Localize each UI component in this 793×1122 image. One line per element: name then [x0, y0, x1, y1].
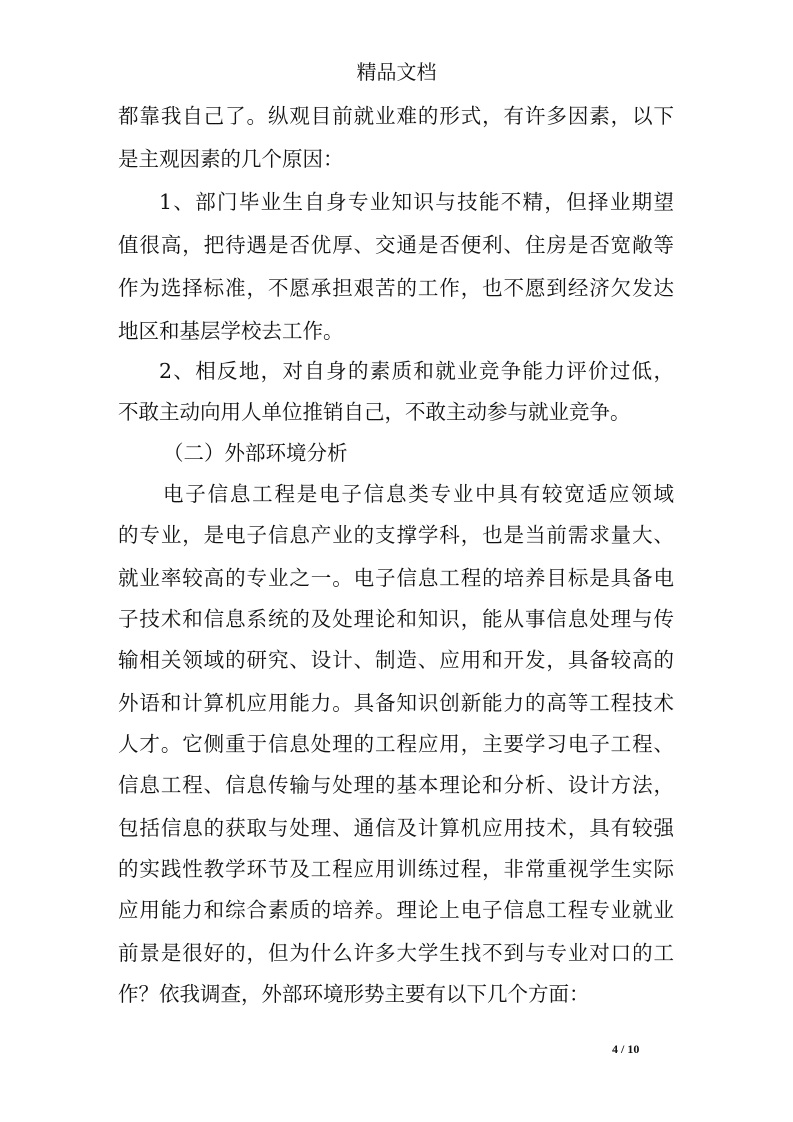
text-line: 地区和基层学校去工作。 [118, 319, 344, 343]
text-line: 的专业，是电子信息产业的支撑学科，也是当前需求量大、 [118, 523, 674, 547]
section-heading: （二）外部环境分析 [163, 441, 348, 465]
text-line: 不敢主动向用人单位推销自己，不敢主动参与就业竞争。 [118, 400, 631, 424]
text-line: 是主观因素的几个原因： [118, 147, 344, 171]
text-line: 子技术和信息系统的及处理论和知识，能从事信息处理与传 [118, 607, 674, 631]
text-line: 作？依我调查，外部环境形势主要有以下几个方面： [118, 982, 590, 1006]
page-number: 4 / 10 [612, 1042, 640, 1056]
text-line: 值很高，把待遇是否优厚、交通是否便利、住房是否宽敞等 [118, 233, 674, 257]
text-line: 应用能力和综合素质的培养。理论上电子信息工程专业就业 [118, 898, 674, 922]
text-line: 就业率较高的专业之一。电子信息工程的培养目标是具备电 [118, 566, 674, 590]
text-line: 输相关领域的研究、设计、制造、应用和开发，具备较高的 [118, 648, 674, 672]
text-line: 外语和计算机应用能力。具备知识创新能力的高等工程技术 [118, 691, 674, 715]
page-header-title: 精品文档 [356, 60, 437, 84]
text-line: 的实践性教学环节及工程应用训练过程，非常重视学生实际 [118, 857, 674, 881]
text-line-indented: 2、相反地，对自身的素质和就业竞争能力评价过低， [159, 359, 674, 383]
text-line-indented: 电子信息工程是电子信息类专业中具有较宽适应领域 [163, 482, 674, 506]
text-line-indented: 1、部门毕业生自身专业知识与技能不精，但择业期望 [159, 190, 674, 214]
text-line: 信息工程、信息传输与处理的基本理论和分析、设计方法， [118, 773, 674, 797]
text-line: 包括信息的获取与处理、通信及计算机应用技术，具有较强 [118, 816, 674, 840]
text-line: 作为选择标准，不愿承担艰苦的工作，也不愿到经济欠发达 [118, 276, 674, 300]
text-line: 人才。它侧重于信息处理的工程应用，主要学习电子工程、 [118, 732, 674, 756]
text-line: 都靠我自己了。纵观目前就业难的形式，有许多因素，以下 [118, 104, 674, 128]
text-line: 前景是很好的，但为什么许多大学生找不到与专业对口的工 [118, 941, 674, 965]
